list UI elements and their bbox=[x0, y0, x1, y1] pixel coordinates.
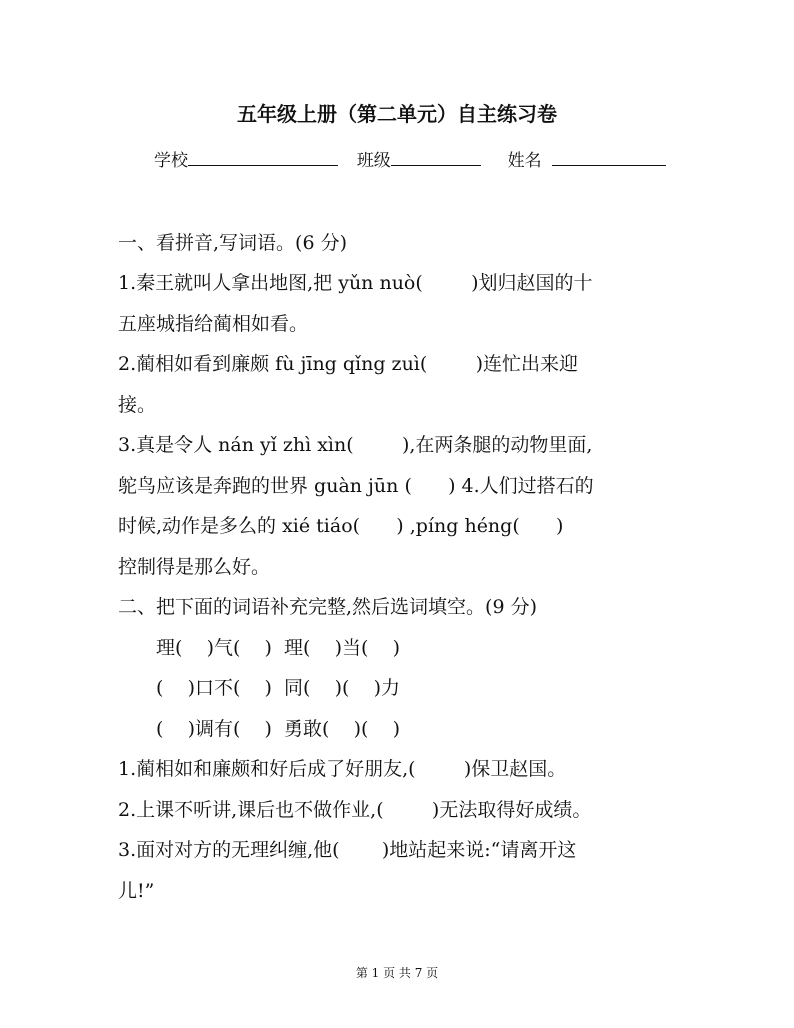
section-2-heading: 二、把下面的词语补充完整,然后选词填空。(9 分) bbox=[118, 596, 537, 618]
school-label: 学校 bbox=[154, 151, 188, 171]
idiom-row: 理( )气( ) 理( )当( ) bbox=[156, 637, 401, 659]
class-label: 班级 bbox=[356, 151, 391, 171]
question-line: 1.秦王就叫人拿出地图,把 yǔn nuò( )划归赵国的十 bbox=[118, 272, 593, 294]
idiom-row: ( )调有( ) 勇敢( )( ) bbox=[156, 718, 401, 740]
question-line: 控制得是那么好。 bbox=[118, 556, 271, 578]
question-line: 五座城指给蔺相如看。 bbox=[118, 313, 309, 335]
question-line: 儿!” bbox=[118, 880, 155, 902]
student-info-row bbox=[154, 146, 666, 172]
school-blank[interactable] bbox=[188, 147, 338, 166]
question-line: 鸵鸟应该是奔跑的世界 guàn jūn ( ) 4.人们过搭石的 bbox=[118, 475, 594, 497]
page-footer: 第 1 页 共 7 页 bbox=[355, 966, 439, 980]
name-blank[interactable] bbox=[552, 147, 666, 166]
question-line: 1.蔺相如和廉颇和好后成了好朋友,( )保卫赵国。 bbox=[118, 758, 567, 780]
question-line: 2.上课不听讲,课后也不做作业,( )无法取得好成绩。 bbox=[118, 799, 592, 821]
page-title: 五年级上册（第二单元）自主练习卷 bbox=[237, 102, 557, 126]
class-blank[interactable] bbox=[391, 147, 481, 166]
question-line: 时候,动作是多么的 xié tiáo( ) ,píng héng( ) bbox=[118, 515, 564, 537]
idiom-row: ( )口不( ) 同( )( )力 bbox=[156, 677, 401, 699]
question-line: 2.蔺相如看到廉颇 fù jīng qǐng zuì( )连忙出来迎 bbox=[118, 353, 579, 375]
name-label: 姓名 bbox=[507, 151, 542, 171]
question-line: 3.面对对方的无理纠缠,他( )地站起来说:“请离开这 bbox=[118, 839, 577, 861]
question-line: 接。 bbox=[118, 394, 157, 416]
section-1-heading: 一、看拼音,写词语。(6 分) bbox=[118, 232, 347, 254]
question-line: 3.真是令人 nán yǐ zhì xìn( ),在两条腿的动物里面, bbox=[118, 434, 593, 456]
